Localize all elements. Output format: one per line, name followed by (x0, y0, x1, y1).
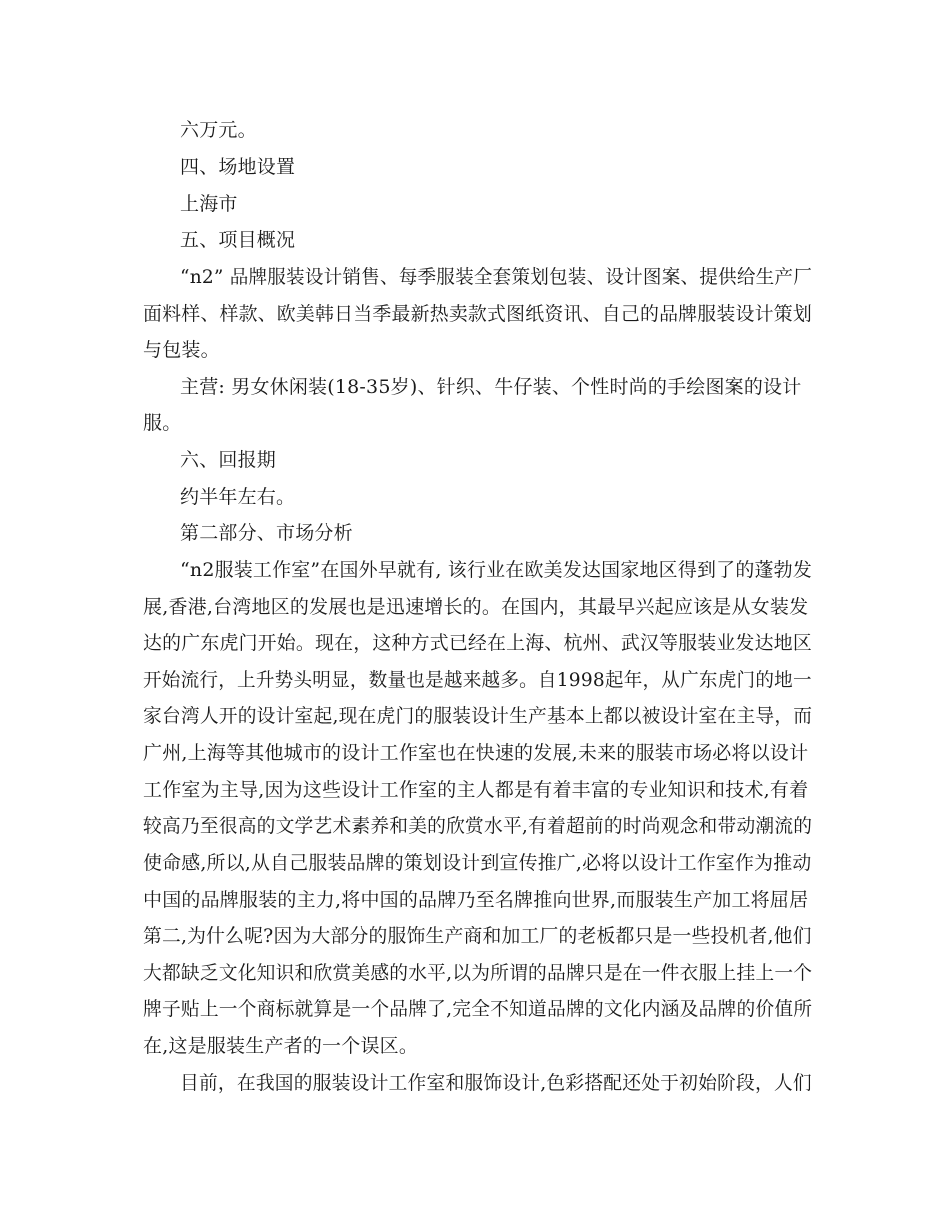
text-line: “n2” 品牌服装设计销售、每季服装全套策划包装、设计图案、提供给生产厂 (180, 266, 812, 288)
text-line: 六万元。 (180, 119, 257, 141)
text-line: 服。 (143, 412, 182, 434)
text-line: 上海市 (180, 193, 238, 215)
section-heading: 第二部分、市场分析 (180, 522, 353, 544)
text-line: 约半年左右。 (180, 486, 296, 508)
section-heading: 五、项目概况 (180, 229, 296, 251)
text-line: 中国的品牌服装的主力,将中国的品牌乃至名牌推向世界,而服装生产加工将屈居 (143, 889, 809, 911)
section-heading: 六、回报期 (180, 449, 277, 471)
text-line: 开始流行，上升势头明显，数量也是越来越多。自1998起年，从广东虎门的地一 (143, 669, 812, 691)
section-heading: 四、场地设置 (180, 156, 296, 178)
text-line: 牌子贴上一个商标就算是一个品牌了,完全不知道品牌的文化内涵及品牌的价值所 (143, 998, 813, 1020)
text-line: 第二,为什么呢?因为大部分的服饰生产商和加工厂的老板都只是一些投机者,他们 (143, 925, 812, 947)
text-line: 使命感,所以,从自己服装品牌的策划设计到宣传推广,必将以设计工作室作为推动 (143, 852, 812, 874)
text-line: 目前，在我国的服装设计工作室和服饰设计,色彩搭配还处于初始阶段，人们 (180, 1072, 812, 1094)
text-line: 工作室为主导,因为这些设计工作室的主人都是有着丰富的专业知识和技术,有着 (143, 779, 809, 801)
text-line: 展,香港,台湾地区的发展也是迅速增长的。在国内，其最早兴起应该是从女装发 (143, 596, 809, 618)
text-line: 达的广东虎门开始。现在，这种方式已经在上海、杭州、武汉等服装业发达地区 (143, 632, 812, 654)
text-line: 大都缺乏文化知识和欣赏美感的水平,以为所谓的品牌只是在一件衣服上挂上一个 (143, 962, 813, 984)
text-line: 家台湾人开的设计室起,现在虎门的服装设计生产基本上都以被设计室在主导，而 (143, 705, 813, 727)
text-line: “n2服装工作室”在国外早就有, 该行业在欧美发达国家地区得到了的蓬勃发 (180, 559, 813, 581)
text-line: 广州,上海等其他城市的设计工作室也在快速的发展,未来的服装市场必将以设计 (143, 742, 809, 764)
text-line: 与包装。 (143, 339, 220, 361)
text-line: 面料样、样款、欧美韩日当季最新热卖款式图纸资讯、自己的品牌服装设计策划 (143, 303, 812, 325)
text-line: 较高乃至很高的文学艺术素养和美的欣赏水平,有着超前的时尚观念和带动潮流的 (143, 815, 813, 837)
text-line: 在,这是服装生产者的一个误区。 (143, 1035, 419, 1057)
text-line: 主营: 男女休闲装(18-35岁)、针织、牛仔装、个性时尚的手绘图案的设计 (180, 376, 802, 398)
